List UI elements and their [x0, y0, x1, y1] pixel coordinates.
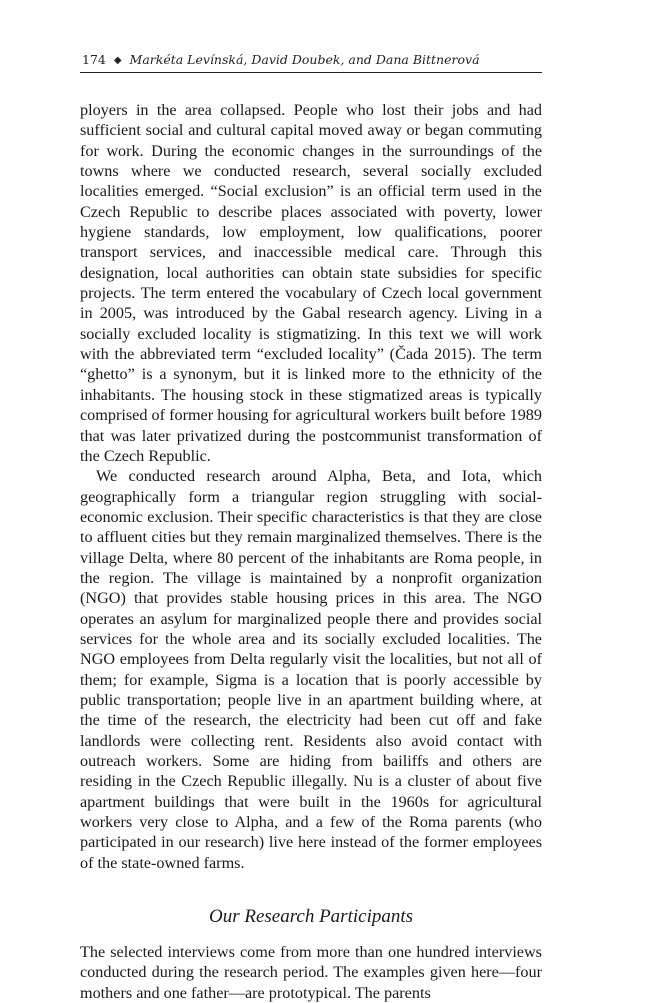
running-head [82, 52, 542, 67]
section-heading: Our Research Participants [208, 906, 414, 928]
header-rule [80, 72, 542, 73]
paragraph: ployers in the area collapsed. People who lost their jobs and had sufficient social and cultural capital moved away or began commuting for work. During the economic changes in the surroundings of the towns where we conducted research, several socially excluded localities emerged. “Social exclusion” is an official term used in the Czech Republic to describe places associated with poverty, lower hygiene standards, low employment, low qualifications, poorer transport services, and inaccessible medical care. Through this designation, local authorities can obtain state subsidies for specific projects. The term entered the vocabulary of Czech local government in 2005, was introduced by the Gabal research agency. Living in a socially excluded locality is stigmatizing. In this text we will work with the abbreviated term “excluded locality” (Čada 2015). The term “ghetto” is a synonym, but it is linked more to the ethnicity of the inhabitants. The housing stock in these stigmatized areas is typically comprised of former housing for agricultural workers built before 1989 that was later privatized during the postcommunist transformation of the Czech Republic. [80, 101, 542, 465]
body-text [80, 100, 542, 1003]
diamond-icon: ◆ [113, 55, 122, 66]
page-number: 174 [82, 52, 106, 67]
paragraph: The selected interviews come from more than one hundred interviews conducted during the research period. The examples given here—four mothers and one father—are prototypical. The parents [80, 943, 542, 1002]
running-head-authors: Markéta Levínská, David Doubek, and Dana Bittnerová [129, 52, 480, 67]
paragraph: We conducted research around Alpha, Beta, and Iota, which geographically form a triangular region struggling with social-economic exclusion. Their specific characteristics is that they are close to affluent cities but they remain marginalized themselves. There is the village Delta, where 80 percent of the inhabitants are Roma people, in the region. The village is maintained by a nonprofit organization (NGO) that provides stable housing prices in this area. The NGO operates an asylum for marginalized people there and provides social services for the whole area and its socially excluded localities. The NGO employees from Delta regularly visit the localities, but not all of them; for example, Sigma is a location that is poorly accessible by public transportation; people live in an apartment building where, at the time of the research, the electricity had been cut off and fake landlords were collecting rent. Residents also avoid contact with outreach workers. Some are hiding from bailiffs and others are residing in the Czech Republic illegally. Nu is a cluster of about five apartment buildings that were built in the 1960s for agricultural workers very close to Alpha, and a few of the Roma parents (who participated in our research) live here instead of the former employees of the state-owned farms. [80, 467, 542, 872]
